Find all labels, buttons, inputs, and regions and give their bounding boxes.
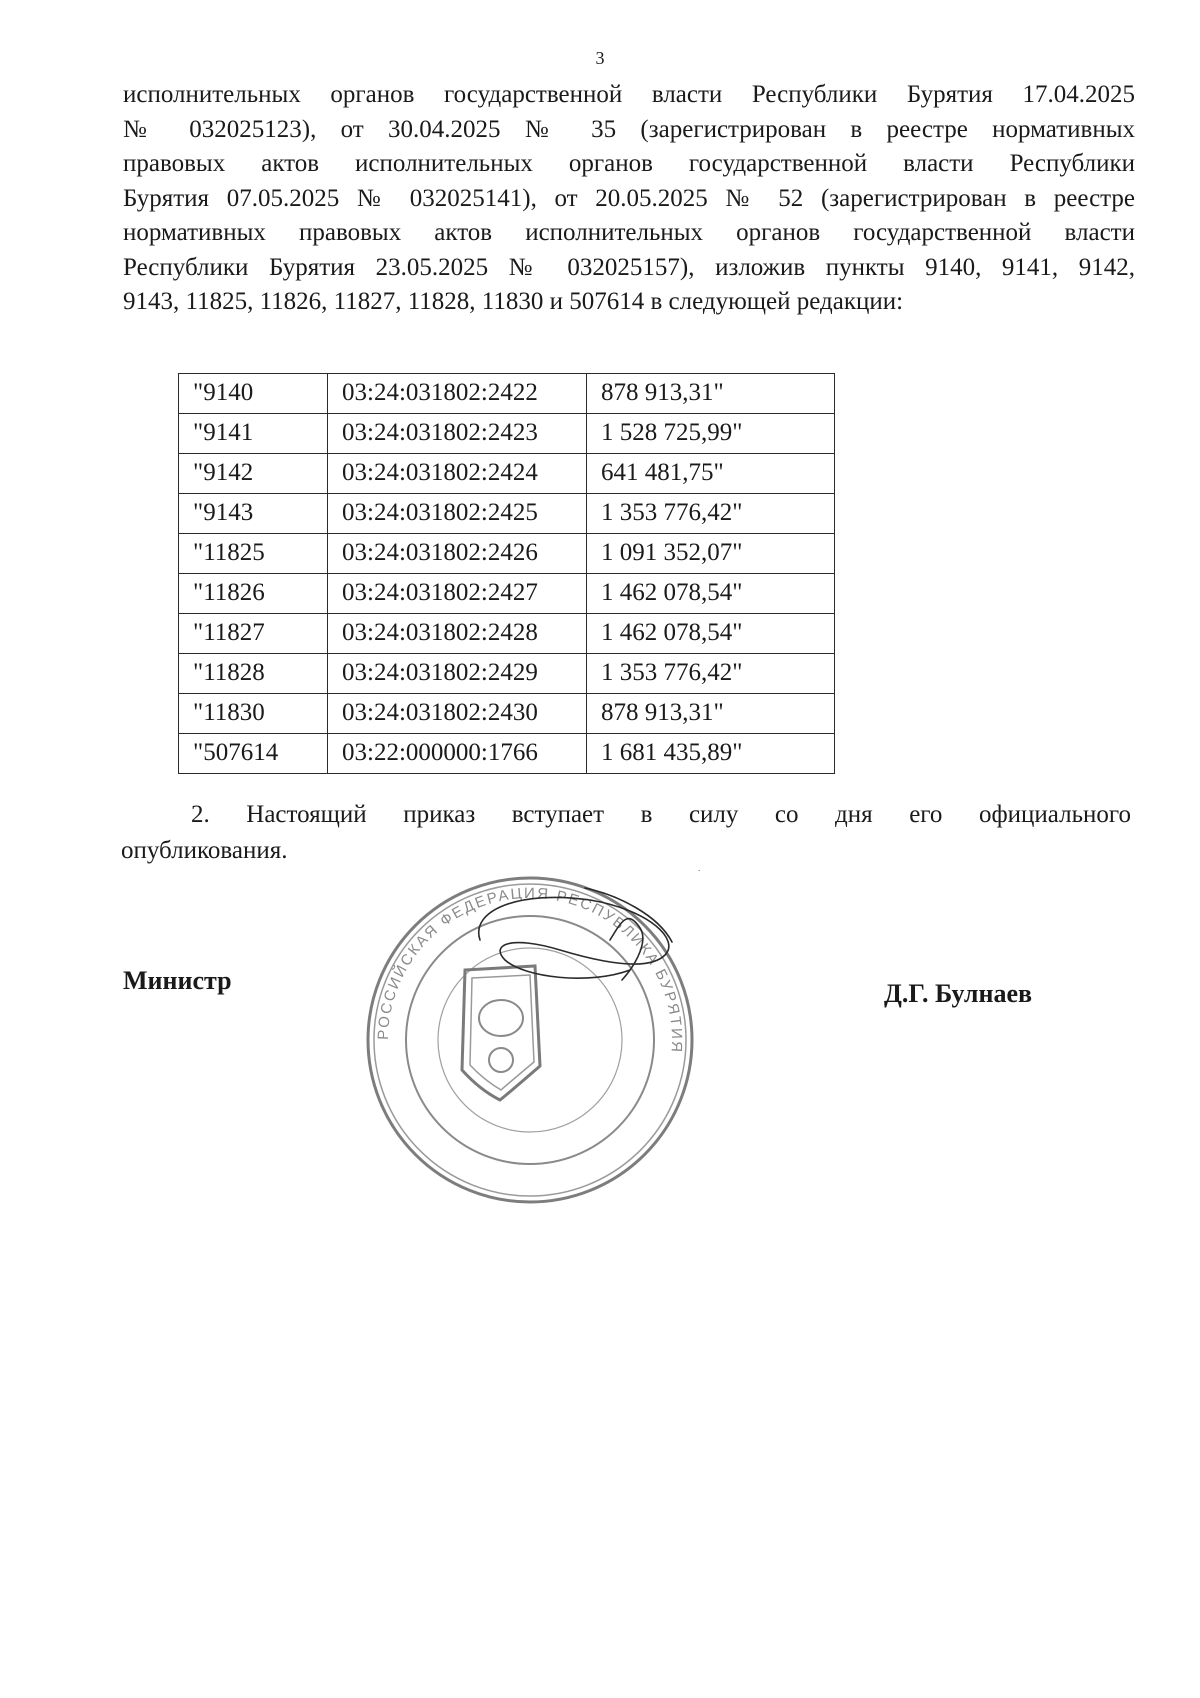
signer-name: Д.Г. Булнаев (884, 979, 1033, 1008)
cadastral-number-cell: 03:24:031802:2430 (328, 694, 587, 734)
cadastral-number-cell: 03:24:031802:2429 (328, 654, 587, 694)
value-cell: 1 528 725,99" (587, 414, 835, 454)
cadastral-number-cell: 03:24:031802:2423 (328, 414, 587, 454)
intro-line: Бурятия 07.05.2025 № 032025141), от 20.05.2025 № 52 (зарегистрирован в реестре (123, 184, 1135, 212)
intro-line: правовых актов исполнительных органов государственной власти Республики (123, 150, 1135, 177)
value-cell: 1 462 078,54" (587, 574, 835, 614)
value-cell: 1 462 078,54" (587, 614, 835, 654)
intro-line: исполнительных органов государственной власти Республики Бурятия 17.04.2025 (123, 81, 1135, 108)
item-number-cell: "11830 (179, 694, 328, 734)
value-cell: 878 913,31" (587, 694, 835, 734)
intro-line: 9143, 11825, 11826, 11827, 11828, 11830 и 507614 в следующей редакции: (123, 288, 904, 315)
table-row (179, 614, 835, 654)
intro-line: № 032025123), от 30.04.2025 № 35 (зарегистрирован в реестре нормативных (123, 115, 1135, 143)
item-number-cell: "11828 (179, 654, 328, 694)
cadastral-number-cell: 03:24:031802:2426 (328, 534, 587, 574)
cadastral-number-cell: 03:24:031802:2424 (328, 454, 587, 494)
page-number: 3 (595, 48, 605, 68)
intro-line: нормативных правовых актов исполнительных органов государственной власти (123, 219, 1135, 246)
cadastral-number-cell: 03:24:031802:2425 (328, 494, 587, 534)
table-row (179, 534, 835, 574)
table-row (179, 494, 835, 534)
intro-line: Республики Бурятия 23.05.2025 № 032025157), изложив пункты 9140, 9141, 9142, (123, 253, 1135, 281)
official-seal (360, 870, 700, 1210)
cadastral-number-cell: 03:24:031802:2427 (328, 574, 587, 614)
table-row (179, 694, 835, 734)
seal-text (375, 885, 685, 1054)
parcels-table (178, 373, 835, 774)
item-number-cell: "9142 (179, 454, 328, 494)
table-row (179, 374, 835, 414)
item-number-cell: "507614 (179, 734, 328, 774)
seal-stamp (368, 878, 692, 1202)
paragraph-line: опубликования. (121, 837, 288, 864)
table-row (179, 574, 835, 614)
table-row (179, 414, 835, 454)
intro-paragraph (123, 78, 1135, 320)
item-number-cell: "9140 (179, 374, 328, 414)
value-cell: 1 681 435,89" (587, 734, 835, 774)
value-cell: 1 353 776,42" (587, 654, 835, 694)
table-row (179, 654, 835, 694)
item-number-cell: "11825 (179, 534, 328, 574)
effective-date-paragraph (121, 797, 1131, 869)
value-cell: 641 481,75" (587, 454, 835, 494)
signer-title: Министр (123, 966, 232, 995)
value-cell: 878 913,31" (587, 374, 835, 414)
paragraph-line: 2. Настоящий приказ вступает в силу со дня его официального (191, 801, 1131, 828)
seal-text-path: РОССИЙСКАЯ ФЕДЕРАЦИЯ РЕСПУБЛИКА БУРЯТИЯ (374, 884, 686, 1055)
table-row (179, 454, 835, 494)
value-cell: 1 091 352,07" (587, 534, 835, 574)
value-cell: 1 353 776,42" (587, 494, 835, 534)
cadastral-number-cell: 03:22:000000:1766 (328, 734, 587, 774)
item-number-cell: "9141 (179, 414, 328, 454)
table-row (179, 734, 835, 774)
item-number-cell: "11826 (179, 574, 328, 614)
item-number-cell: "9143 (179, 494, 328, 534)
coat-of-arms-icon (462, 966, 540, 1100)
cadastral-number-cell: 03:24:031802:2422 (328, 374, 587, 414)
item-number-cell: "11827 (179, 614, 328, 654)
cadastral-number-cell: 03:24:031802:2428 (328, 614, 587, 654)
